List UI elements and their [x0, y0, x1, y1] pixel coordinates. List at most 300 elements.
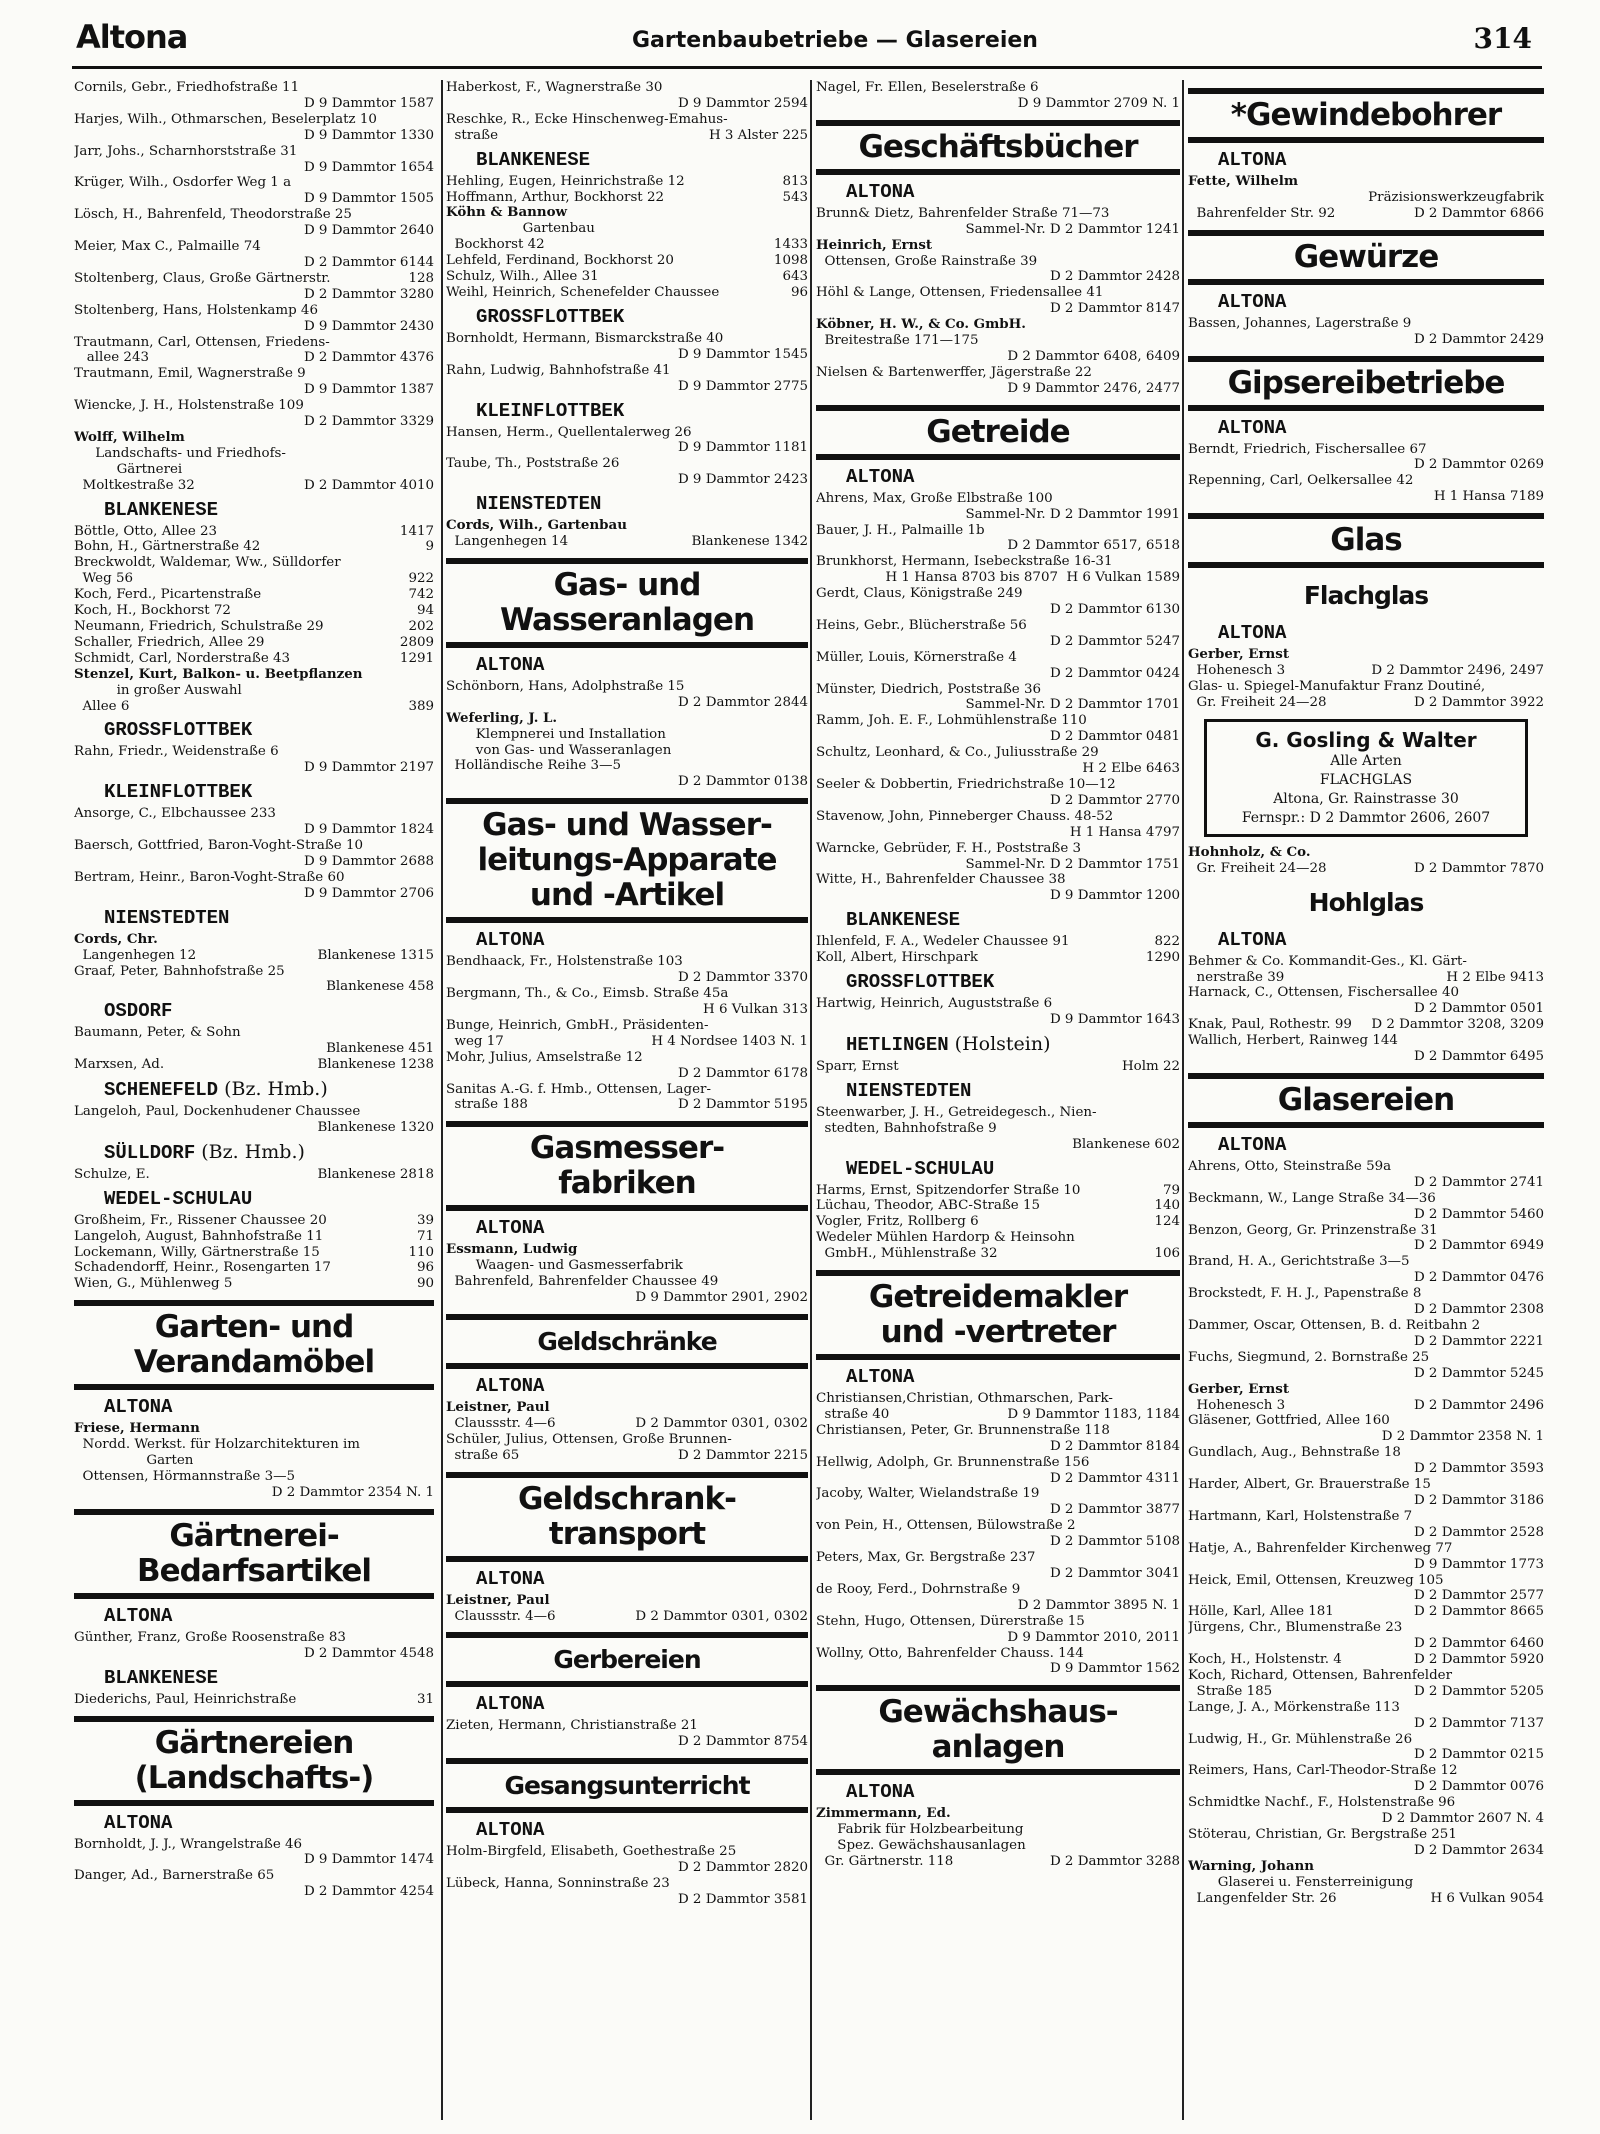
listing-text: Gläsener, Gottfried, Allee 160 [1188, 1413, 1390, 1429]
listing-text: stedten, Bahnhofstraße 9 [816, 1120, 997, 1136]
listing-text: H 6 Vulkan 313 [703, 1002, 808, 1017]
listing-value: H 6 Vulkan 9054 [1430, 1890, 1544, 1906]
listing-text: Jarr, Johs., Scharnhorststraße 31 [74, 143, 298, 159]
listing-text: Schultz, Leonhard, & Co., Juliusstraße 29 [816, 745, 1099, 761]
locality-qualifier: (Holstein) [948, 1032, 1051, 1055]
listing-text: D 2 Dammtor 2770 [1049, 792, 1180, 808]
listing-text: D 9 Dammtor 2423 [677, 472, 808, 488]
listing-text: D 9 Dammtor 1505 [303, 191, 434, 207]
listing-text: D 2 Dammtor 2528 [1413, 1524, 1544, 1540]
listing-line [1188, 1636, 1544, 1652]
listing-text: D 2 Dammtor 0076 [1413, 1779, 1544, 1795]
listing-text: Gerdt, Claus, Königstraße 249 [816, 586, 1023, 602]
ad-product: FLACHGLAS [1319, 771, 1413, 788]
listing-text: Brunn& Dietz, Bahrenfelder Straße 71—73 [816, 205, 1110, 221]
listing-line [446, 221, 808, 237]
listing-line [1188, 1350, 1544, 1366]
listing-line [446, 727, 808, 743]
listing-line [446, 190, 808, 206]
listing-text: Straße 185 [1188, 1683, 1273, 1699]
listing-text: D 9 Dammtor 1824 [303, 822, 434, 838]
listing-text: Holm-Birgfeld, Elisabeth, Goethestraße 25 [446, 1844, 737, 1860]
section-heading: Gärtnerei- Bedarfsartikel [74, 1509, 434, 1599]
listing-text: straße 40 [816, 1406, 890, 1422]
locality-name: NIENSTEDTEN [104, 906, 230, 929]
listing-value: Blankenese 1238 [317, 1057, 434, 1073]
listing-text: Blankenese 451 [326, 1041, 434, 1057]
listing-text: D 2 Dammtor 0476 [1413, 1270, 1544, 1286]
listing-line [1188, 1763, 1544, 1779]
listing-text: Glas- u. Spiegel-Manufaktur Franz Doutiné, [1188, 678, 1486, 694]
column-3 [816, 80, 1180, 2120]
listing-text: Bunge, Heinrich, GmbH., Präsidenten- [446, 1017, 709, 1033]
listing-text: Cornils, Gebr., Friedhofstraße 11 [74, 80, 300, 95]
listing-value: 39 [416, 1212, 434, 1228]
listing-line [816, 618, 1180, 634]
listing-line [1188, 332, 1544, 348]
listing-line [1188, 1238, 1544, 1254]
listing-line [816, 777, 1180, 793]
listing-line [74, 144, 434, 160]
listing-line [446, 363, 808, 379]
listing-line [74, 1469, 434, 1485]
listing-line [74, 571, 434, 587]
listing-value: 2809 [399, 634, 434, 650]
listing-value: 643 [782, 269, 808, 285]
listing-text: D 2 Dammtor 3370 [677, 970, 808, 986]
listing-line [1188, 1318, 1544, 1334]
listing-text: D 2 Dammtor 3041 [1049, 1566, 1180, 1581]
listing-text: Leistner, Paul [446, 1398, 550, 1415]
listing-text: Hartwig, Heinrich, Auguststraße 6 [816, 996, 1053, 1012]
listing-line [74, 1630, 434, 1646]
listing-line [74, 1837, 434, 1853]
listing-text: Nagel, Fr. Ellen, Beselerstraße 6 [816, 80, 1039, 95]
listing-text: Lübeck, Hanna, Sonninstraße 23 [446, 1876, 670, 1892]
listing-line [1188, 845, 1544, 861]
listing-text: D 2 Dammtor 0501 [1413, 1001, 1544, 1017]
listing-value: 742 [408, 587, 434, 603]
listing-line [446, 472, 808, 488]
listing-text: Lange, J. A., Mörkenstraße 113 [1188, 1699, 1400, 1715]
listing-text: D 2 Dammtor 4311 [1049, 1470, 1180, 1486]
listing-line [816, 507, 1180, 523]
listing-text: Nordd. Werkst. für Holzarchitekturen im [74, 1437, 360, 1453]
listing-text: Sanitas A.-G. f. Hmb., Ottensen, Lager- [446, 1081, 711, 1097]
listing-line [74, 979, 434, 995]
listing-line [1188, 1620, 1544, 1636]
listing-line [1188, 1461, 1544, 1477]
listing-text: Claussstr. 4—6 [446, 1608, 556, 1624]
listing-line [816, 254, 1180, 270]
listing-value: 389 [408, 698, 434, 714]
listing-text: Lüchau, Theodor, ABC-Straße 15 [816, 1198, 1041, 1214]
listing-line [816, 1614, 1180, 1630]
listing-text: D 2 Dammtor 2428 [1049, 269, 1180, 285]
listing-line [816, 872, 1180, 888]
listing-line [74, 207, 434, 223]
listing-line [1188, 1747, 1544, 1763]
listing-text: straße 65 [446, 1447, 520, 1463]
listing-line [446, 1609, 808, 1625]
listing-line [816, 825, 1180, 841]
listing-text: Hansen, Herm., Quellentalerweg 26 [446, 424, 692, 440]
listing-text: D 9 Dammtor 1773 [1413, 1556, 1544, 1572]
listing-text: D 2 Dammtor 2741 [1413, 1174, 1544, 1190]
listing-value: 9 [425, 539, 434, 555]
listing-text: D 2 Dammtor 6949 [1413, 1238, 1544, 1254]
listing-line [816, 570, 1180, 586]
listing-value: D 2 Dammtor 0301, 0302 [635, 1608, 808, 1624]
listing-line [74, 255, 434, 271]
listing-text: Hellwig, Adolph, Gr. Brunnenstraße 156 [816, 1454, 1090, 1470]
listing-line [74, 1104, 434, 1120]
section-heading: Geldschrank- transport [446, 1472, 808, 1562]
listing-line [1188, 1254, 1544, 1270]
section-heading: Gasmesser- fabriken [446, 1121, 808, 1211]
listing-text: Essmann, Ludwig [446, 1241, 578, 1258]
listing-value: 96 [790, 284, 808, 300]
listing-line [446, 1432, 808, 1448]
listing-text: Heinrich, Ernst [816, 236, 933, 253]
listing-text: D 9 Dammtor 1643 [1049, 1011, 1180, 1027]
listing-value: D 2 Dammtor 5920 [1413, 1652, 1544, 1668]
listing-value: D 2 Dammtor 4010 [303, 477, 434, 493]
listing-line [816, 96, 1180, 112]
listing-line [74, 175, 434, 191]
listing-line [1188, 1207, 1544, 1223]
listing-text: Stenzel, Kurt, Balkon- u. Beetpflanzen [74, 665, 363, 682]
listing-line [816, 950, 1180, 966]
listing-line [1188, 1541, 1544, 1557]
listing-text: Garten [74, 1453, 194, 1469]
listing-line [446, 128, 808, 144]
listing-text: Köbner, H. W., & Co. GmbH. [816, 316, 1026, 333]
listing-line [1188, 1398, 1544, 1414]
header-section-range: Gartenbaubetriebe — Glasereien [632, 28, 1038, 53]
header-city: Altona [76, 18, 188, 56]
listing-line [74, 635, 434, 651]
listing-line [1188, 316, 1544, 332]
listing-text: Gr. Freiheit 24—28 [1188, 860, 1327, 876]
listing-line [74, 964, 434, 980]
listing-text: D 2 Dammtor 0481 [1049, 729, 1180, 745]
locality-name: WEDEL-SCHULAU [104, 1187, 253, 1210]
listing-value: 110 [408, 1244, 434, 1260]
listing-text: Präzisionswerkzeugfabrik [1368, 189, 1544, 205]
listing-text: Sammel-Nr. D 2 Dammtor 1991 [965, 506, 1180, 522]
section-heading: Gärtnereien (Landschafts-) [74, 1716, 434, 1806]
locality-qualifier: (Bz. Hmb.) [218, 1078, 328, 1101]
locality-heading [846, 1033, 1180, 1056]
listing-line [816, 381, 1180, 397]
locality-name: BLANKENESE [476, 148, 591, 171]
column-2 [446, 80, 808, 2120]
locality-name: ALTONA [1218, 290, 1287, 313]
listing-line [1188, 1875, 1544, 1891]
listing-text: Behmer & Co. Kommandit-Ges., Kl. Gärt- [1188, 953, 1467, 969]
listing-text: Vogler, Fritz, Rollberg 6 [816, 1214, 979, 1230]
listing-text: Warning, Johann [1188, 1857, 1315, 1874]
listing-line [74, 1057, 434, 1073]
listing-text: Weihl, Heinrich, Schenefelder Chaussee [446, 284, 720, 300]
listing-text: weg 17 [446, 1033, 504, 1049]
locality-heading [104, 1812, 434, 1834]
locality-name: ALTONA [1218, 149, 1287, 171]
listing-text: Jürgens, Chr., Blumenstraße 23 [1188, 1620, 1403, 1636]
listing-text: Hohenesch 3 [1188, 663, 1286, 679]
listing-line [446, 1018, 808, 1034]
listing-text: D 2 Dammtor 2221 [1413, 1333, 1544, 1349]
listing-text: D 9 Dammtor 2010, 2011 [1007, 1629, 1180, 1645]
listing-text: D 9 Dammtor 2688 [303, 853, 434, 869]
locality-heading [476, 493, 808, 515]
listing-text: D 2 Dammtor 3280 [303, 286, 434, 302]
listing-text: Fuchs, Siegmund, 2. Bornstraße 25 [1188, 1349, 1430, 1365]
locality-name: ALTONA [104, 1811, 173, 1834]
locality-heading [1218, 622, 1544, 644]
listing-text: Hehling, Eugen, Heinrichstraße 12 [446, 173, 685, 189]
section-heading: Gesangsunterricht [446, 1758, 808, 1813]
listing-line [446, 1082, 808, 1098]
listing-text: Wollny, Otto, Bahrenfelder Chauss. 144 [816, 1645, 1084, 1661]
listing-line [74, 886, 434, 902]
listing-line [1188, 663, 1544, 679]
listing-line [74, 1025, 434, 1041]
listing-text: Rahn, Ludwig, Bahnhofstraße 41 [446, 362, 671, 378]
listing-line [74, 854, 434, 870]
listing-line [446, 456, 808, 472]
listing-text: Sammel-Nr. D 2 Dammtor 1701 [965, 697, 1180, 713]
listing-line [74, 96, 434, 112]
listing-value: 31 [416, 1691, 434, 1707]
locality-heading [476, 1819, 808, 1841]
listing-line [74, 948, 434, 964]
listing-line [1188, 1700, 1544, 1716]
listing-line [446, 711, 808, 727]
listing-line [74, 223, 434, 239]
listing-line [816, 1439, 1180, 1455]
listing-line [1188, 1223, 1544, 1239]
listing-text: D 2 Dammtor 0424 [1049, 665, 1180, 681]
listing-text: Hartmann, Karl, Holstenstraße 7 [1188, 1508, 1413, 1524]
listing-line [74, 539, 434, 555]
locality-heading [476, 1568, 808, 1590]
listing-line [816, 1661, 1180, 1677]
advertisement-box [1204, 719, 1528, 837]
section-heading: Gas- und Wasser- leitungs-Apparate und -Artikel [446, 798, 808, 923]
listing-line [816, 1246, 1180, 1262]
listing-text: D 9 Dammtor 1654 [303, 159, 434, 175]
section-heading: Gas- und Wasseranlagen [446, 558, 808, 648]
listing-text: Ihlenfeld, F. A., Wedeler Chaussee 91 [816, 934, 1070, 950]
listing-text: Heick, Emil, Ottensen, Kreuzweg 105 [1188, 1572, 1444, 1588]
listing-value: 106 [1154, 1246, 1180, 1262]
column-rule [1182, 80, 1184, 2120]
listing-line [816, 996, 1180, 1012]
listing-line [1188, 1716, 1544, 1732]
listing-text: Trautmann, Carl, Ottensen, Friedens- [74, 334, 330, 350]
listing-text: Fabrik für Holzbearbeitung [816, 1822, 1024, 1838]
listing-line [446, 758, 808, 774]
listing-text: Bahrenfelder Str. 92 [1188, 205, 1336, 221]
ad-address: Altona, Gr. Rainstrasse 30 [1273, 790, 1459, 807]
listing-line [816, 634, 1180, 650]
listing-line [1188, 1191, 1544, 1207]
listing-value: 71 [416, 1228, 434, 1244]
listing-text: Ahrens, Max, Große Elbstraße 100 [816, 490, 1053, 506]
listing-text: Trautmann, Emil, Wagnerstraße 9 [74, 366, 306, 382]
listing-text: D 2 Dammtor 2577 [1413, 1588, 1544, 1604]
locality-heading [104, 1141, 434, 1164]
listing-line [816, 301, 1180, 317]
listing-text: Großheim, Fr., Rissener Chaussee 20 [74, 1212, 327, 1228]
listing-line [1188, 473, 1544, 489]
listing-line [446, 1844, 808, 1860]
listing-text: Graaf, Peter, Bahnhofstraße 25 [74, 963, 285, 979]
listing-text: Langeloh, Paul, Dockenhudener Chaussee [74, 1104, 361, 1120]
listing-line [74, 524, 434, 540]
listing-line [816, 1105, 1180, 1121]
listing-text: Gärtnerei [74, 461, 183, 477]
listing-line [816, 1502, 1180, 1518]
listing-text: Schmidtke Nachf., F., Holstenstraße 96 [1188, 1795, 1456, 1811]
listing-value: D 9 Dammtor 1183, 1184 [1007, 1406, 1180, 1422]
listing-text: D 9 Dammtor 2430 [303, 318, 434, 334]
listing-text: D 2 Dammtor 3581 [677, 1891, 808, 1907]
listing-text: Schulz, Wilh., Allee 31 [446, 269, 599, 285]
listing-line [446, 743, 808, 759]
listing-text: D 2 Dammtor 4254 [303, 1884, 434, 1900]
listing-text: Stöterau, Christian, Gr. Bergstraße 251 [1188, 1827, 1457, 1842]
listing-text: D 2 Dammtor 8147 [1049, 301, 1180, 317]
listing-text: Lockemann, Willy, Gärtnerstraße 15 [74, 1244, 320, 1260]
listing-text: Ahrens, Otto, Steinstraße 59a [1188, 1158, 1392, 1174]
listing-text: Repenning, Carl, Oelkersallee 42 [1188, 473, 1414, 489]
listing-line [74, 191, 434, 207]
listing-line [74, 1421, 434, 1437]
listing-line [1188, 1270, 1544, 1286]
listing-text: Glaserei u. Fensterreinigung [1188, 1874, 1414, 1890]
listing-line [816, 1214, 1180, 1230]
locality-heading [104, 1396, 434, 1418]
listing-line [74, 1041, 434, 1057]
listing-text: D 9 Dammtor 1587 [303, 95, 434, 111]
listing-line [816, 682, 1180, 698]
listing-text: D 9 Dammtor 1474 [303, 1852, 434, 1868]
listing-text: Weferling, J. L. [446, 709, 558, 726]
listing-line [1188, 1017, 1544, 1033]
listing-text: Gerber, Ernst [1188, 1380, 1290, 1397]
listing-text: Fette, Wilhelm [1188, 173, 1298, 189]
listing-text: allee 243 [74, 350, 149, 366]
listing-line [74, 699, 434, 715]
locality-heading [1218, 149, 1544, 171]
listing-line [446, 331, 808, 347]
listing-line [816, 206, 1180, 222]
listing-text: D 9 Dammtor 1562 [1049, 1661, 1180, 1677]
listing-line [74, 1276, 434, 1292]
section-heading: Geschäftsbücher [816, 120, 1180, 175]
listing-line [816, 793, 1180, 809]
listing-line [74, 555, 434, 571]
listing-text: Ludwig, H., Gr. Mühlenstraße 26 [1188, 1731, 1413, 1747]
listing-line [74, 1120, 434, 1136]
locality-heading [476, 1217, 808, 1239]
listing-text: von Pein, H., Ottensen, Bülowstraße 2 [816, 1518, 1076, 1534]
locality-heading [846, 181, 1180, 203]
listing-value: Blankenese 1315 [317, 947, 434, 963]
listing-line [74, 744, 434, 760]
listing-line [816, 222, 1180, 238]
locality-name: ALTONA [1218, 622, 1287, 645]
listing-text: Zieten, Hermann, Christianstraße 21 [446, 1718, 698, 1734]
listing-text: Danger, Ad., Barnerstraße 65 [74, 1868, 275, 1884]
listing-line [74, 80, 434, 96]
listing-text: Hölle, Karl, Allee 181 [1188, 1604, 1334, 1620]
listing-text: D 9 Dammtor 1387 [303, 382, 434, 398]
ad-phone: Fernspr.: D 2 Dammtor 2606, 2607 [1241, 809, 1491, 826]
listing-line [816, 1198, 1180, 1214]
listing-line [74, 319, 434, 335]
listing-line [74, 1245, 434, 1261]
listing-text: H 2 Elbe 6463 [1082, 761, 1180, 777]
listing-text: Koch, H., Holstenstr. 4 [1188, 1652, 1342, 1668]
section-heading: *Gewindebohrer [1188, 88, 1544, 143]
section-heading: Gewürze [1188, 230, 1544, 285]
listing-text: Zimmermann, Ed. [816, 1805, 951, 1822]
listing-text: D 9 Dammtor 2706 [303, 885, 434, 901]
listing-text: Langenfelder Str. 26 [1188, 1890, 1337, 1906]
locality-qualifier: (Bz. Hmb.) [195, 1140, 305, 1163]
listing-text: Sammel-Nr. D 2 Dammtor 1241 [965, 221, 1180, 237]
listing-text: Schaller, Friedrich, Allee 29 [74, 634, 265, 650]
locality-name: ALTONA [476, 1819, 545, 1842]
listing-line [446, 1066, 808, 1082]
listing-line [1188, 1366, 1544, 1382]
listing-text: D 2 Dammtor 0138 [677, 774, 808, 790]
listing-line [816, 650, 1180, 666]
listing-line [816, 1455, 1180, 1471]
listing-value: H 3 Alster 225 [708, 127, 808, 143]
locality-name: ALTONA [476, 1567, 545, 1590]
column-rule [810, 80, 812, 2120]
locality-name: KLEINFLOTTBEK [476, 399, 625, 422]
listing-line [74, 1884, 434, 1900]
listing-text: Benzon, Georg, Gr. Prinzenstraße 31 [1188, 1222, 1438, 1238]
listing-text: Wiencke, J. H., Holstenstraße 109 [74, 398, 304, 414]
listing-text: Blankenese 602 [1072, 1136, 1180, 1152]
listing-text: D 2 Dammtor 6517, 6518 [1007, 538, 1180, 554]
listing-value: 94 [416, 603, 434, 619]
listing-text: Stehn, Hugo, Ottensen, Dürerstraße 15 [816, 1613, 1085, 1629]
listing-line [816, 1183, 1180, 1199]
listing-text: Diederichs, Paul, Heinrichstraße [74, 1691, 297, 1707]
listing-line [816, 1230, 1180, 1246]
ad-line: Alle Arten [1330, 752, 1402, 769]
listing-line [816, 1598, 1180, 1614]
listing-line [816, 333, 1180, 349]
listing-text: D 2 Dammtor 5108 [1049, 1534, 1180, 1550]
listing-line [1188, 1175, 1544, 1191]
listing-line [816, 1566, 1180, 1582]
listing-line [446, 1290, 808, 1306]
listing-text: D 2 Dammtor 3186 [1413, 1492, 1544, 1508]
listing-text: Mohr, Julius, Amselstraße 12 [446, 1049, 643, 1065]
listing-text: Reschke, R., Ecke Hinschenweg-Emahus- [446, 111, 728, 127]
locality-name: GROSSFLOTTBEK [104, 719, 253, 742]
listing-text: Gartenbau [446, 221, 595, 237]
